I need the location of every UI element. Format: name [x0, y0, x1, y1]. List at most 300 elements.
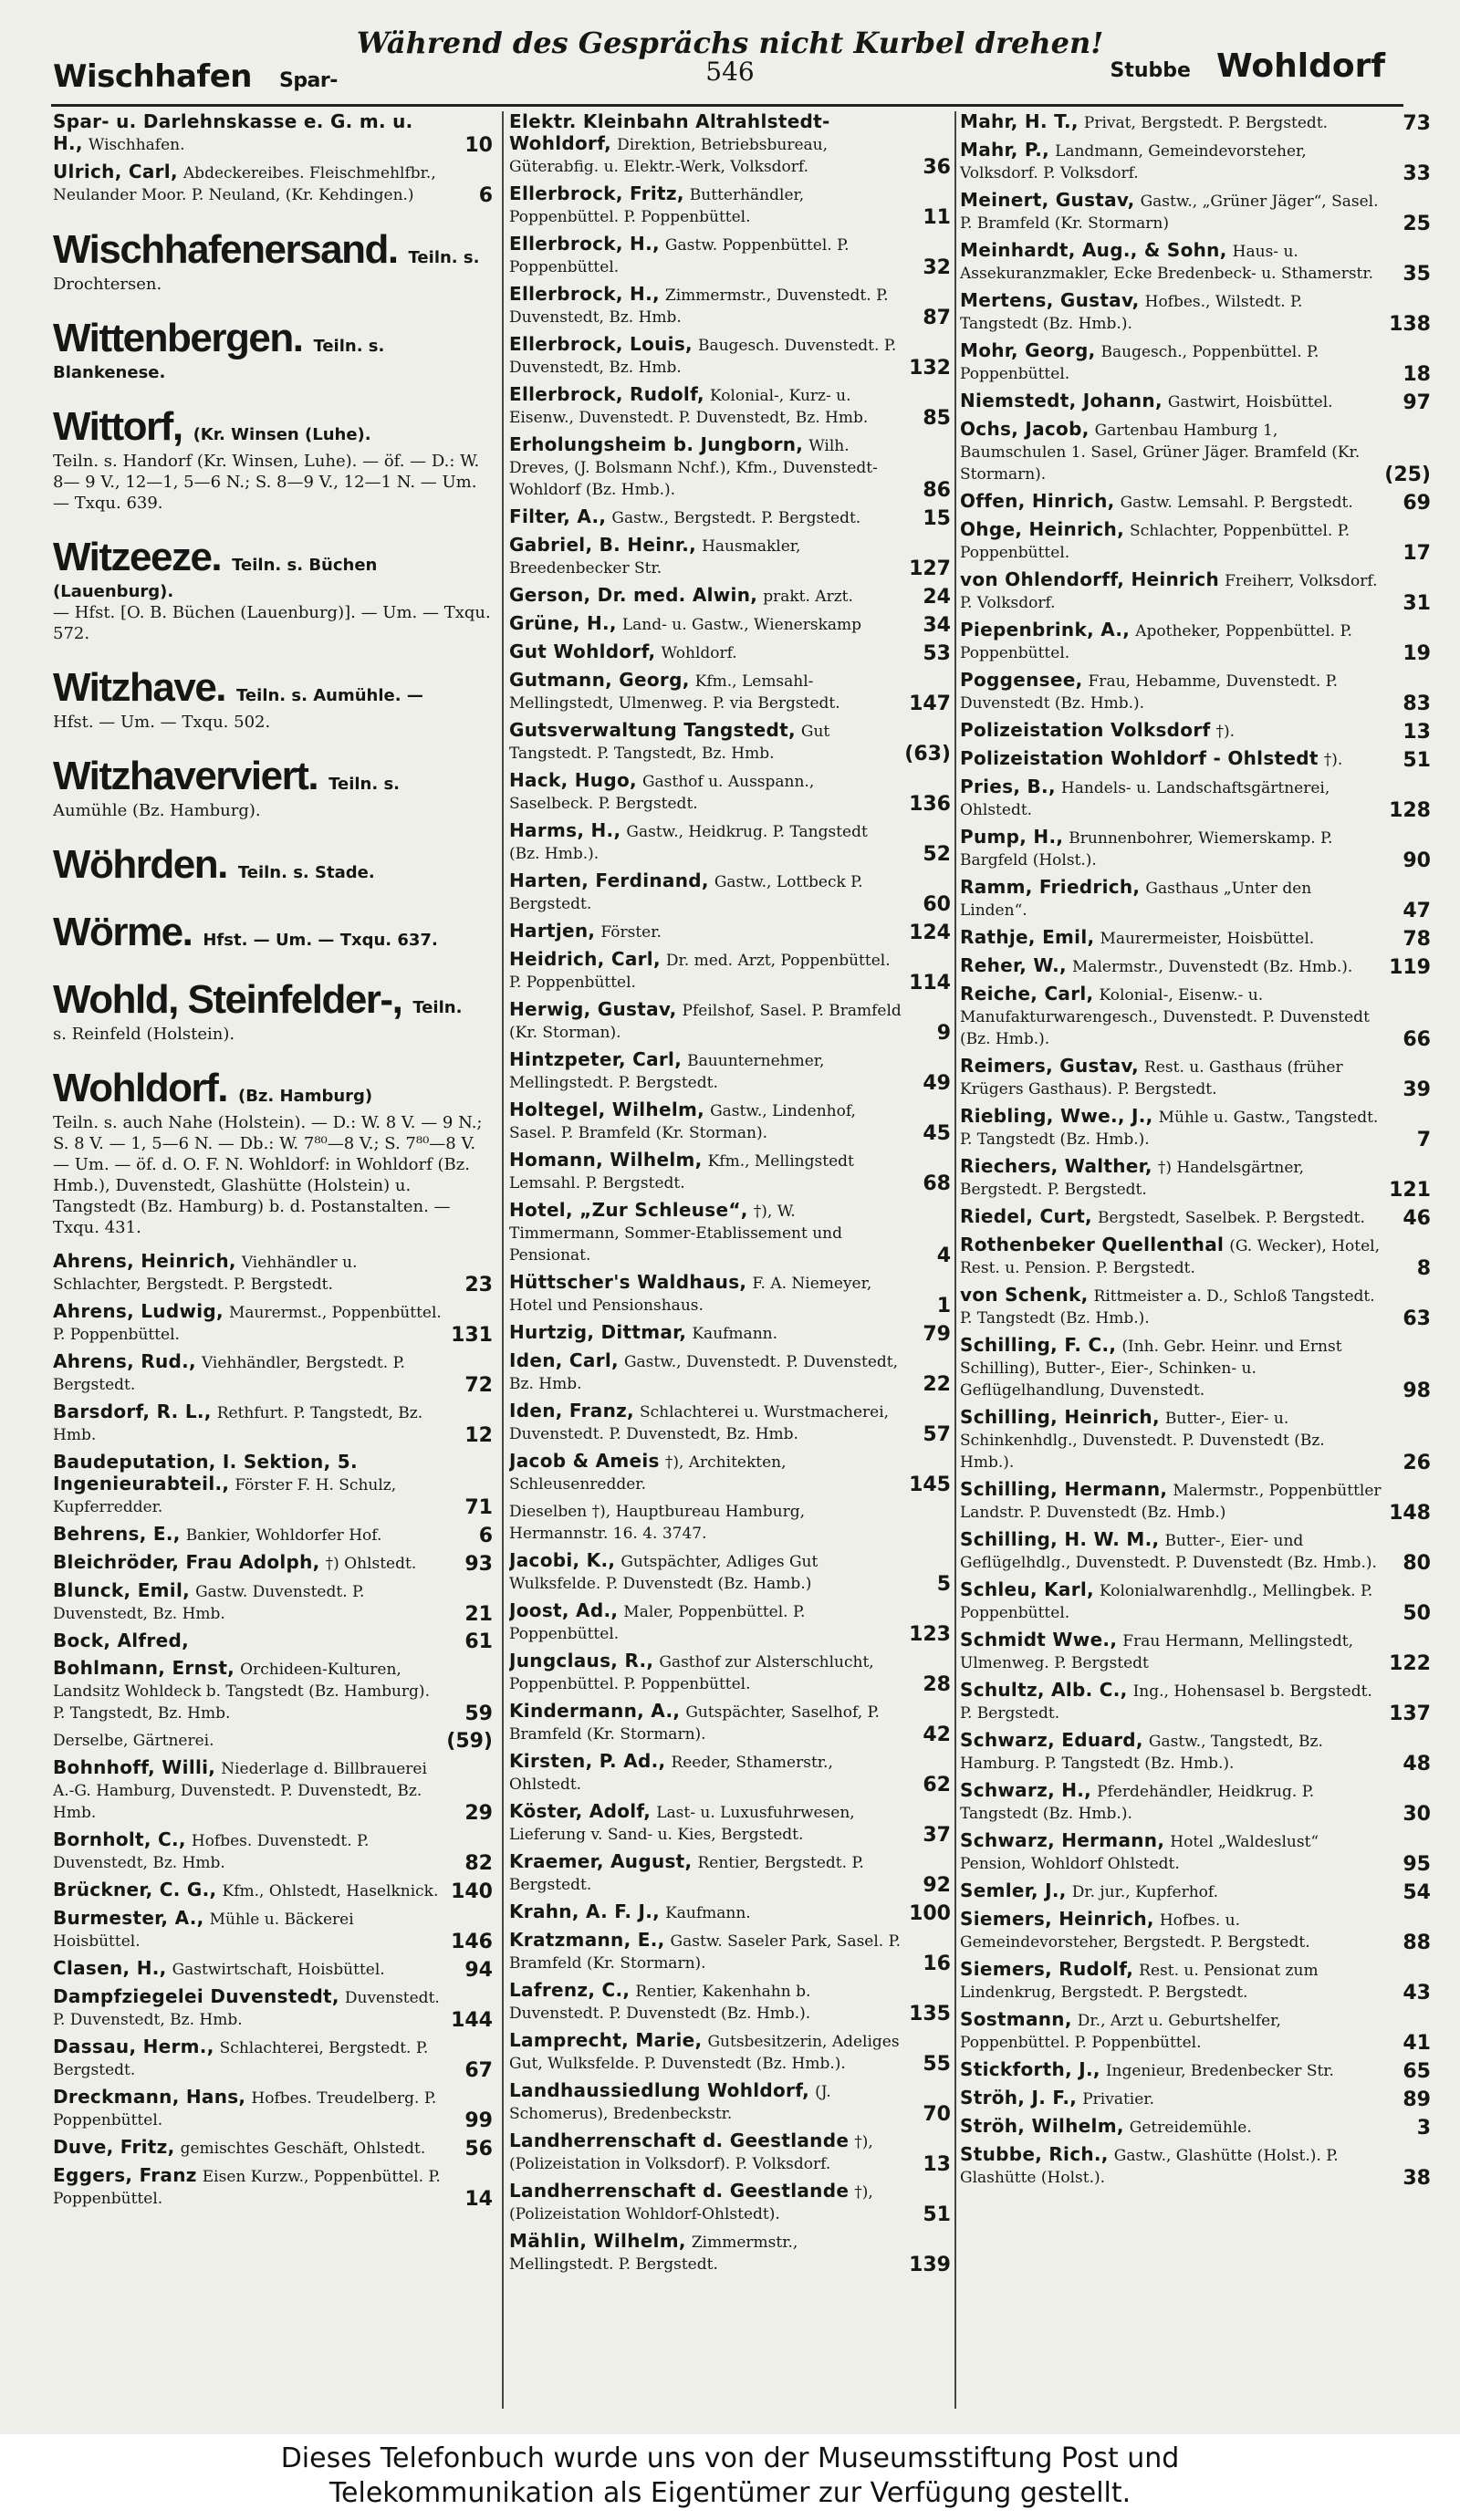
phone-number: 114 — [909, 972, 951, 994]
subscriber-details: Rittmeister a. D., Schloß Tangstedt. P. Tangstedt (Bz. Hmb.). — [960, 1287, 1375, 1328]
phone-number: 94 — [464, 1959, 493, 1982]
listing-entry — [509, 1099, 951, 1144]
listing-entry — [509, 111, 951, 178]
listing-entry — [53, 1730, 493, 1752]
listing-entry — [960, 140, 1431, 184]
subscriber-name: Bock, Alfred, — [53, 1630, 189, 1651]
phone-number: 123 — [909, 1623, 951, 1646]
phone-number: 62 — [923, 1774, 951, 1796]
subscriber-details: Gut Tangstedt. P. Tangstedt, Bz. Hmb. — [509, 723, 830, 763]
listing-entry — [509, 434, 951, 501]
place-heading — [53, 403, 493, 514]
listing-entry — [960, 1335, 1431, 1401]
listing-entry — [960, 877, 1431, 922]
header-warning: Während des Gesprächs nicht Kurbel drehen! — [356, 26, 1104, 60]
subscriber-details: (G. Wecker), Hotel, Rest. u. Pension. P. Bergstedt. — [960, 1237, 1381, 1277]
phone-number: 80 — [1403, 1552, 1431, 1575]
subscriber-name: Kratzmann, E., — [509, 1929, 665, 1951]
subscriber-details: Rethfurt. P. Tangstedt, Bz. Hmb. — [53, 1404, 423, 1444]
subscriber-details: †), W. Timmermann, Sommer-Etablissement und Pensionat. — [509, 1203, 843, 1265]
subscriber-details: Förster F. H. Schulz, Kupferredder. — [53, 1476, 397, 1516]
subscriber-details: Rentier, Bergstedt. P. Bergstedt. — [509, 1854, 864, 1894]
subscriber-name: Bleichröder, Frau Adolph, — [53, 1551, 320, 1573]
listing-entry — [509, 613, 951, 636]
column-3 — [960, 111, 1431, 2411]
subscriber-details: Hofbes. Treudelberg. P. Poppenbüttel. — [53, 2089, 437, 2130]
place-name: Wittorf, — [53, 404, 182, 449]
listing-entry — [509, 1930, 951, 1974]
phone-number: 89 — [1403, 2088, 1431, 2111]
place-note: Aumühle (Bz. Hamburg). — [53, 801, 261, 820]
subscriber-name: Schilling, Hermann, — [960, 1478, 1168, 1500]
subscriber-details: Förster. — [600, 923, 662, 942]
place-name: Witzhave. — [53, 665, 226, 710]
listing-entry — [960, 240, 1431, 285]
phone-number: 69 — [1403, 492, 1431, 515]
subscriber-details: Gastw. Duvenstedt. P. Duvenstedt, Bz. Hmb. — [53, 1583, 365, 1623]
subscriber-details: Gutspächter, Adliges Gut Wulksfelde. P. Duvenstedt (Bz. Hamb.) — [509, 1553, 819, 1593]
phone-number: 24 — [923, 586, 951, 609]
footer-line-1: Dieses Telefonbuch wurde uns von der Museumsstiftung Post und — [280, 2442, 1180, 2474]
subscriber-name: Niemstedt, Johann, — [960, 390, 1163, 411]
subscriber-name: Spar- u. Darlehnskasse e. G. m. u. H., — [53, 111, 413, 154]
subscriber-name: Mahr, H. T., — [960, 111, 1079, 132]
subscriber-name: Grüne, H., — [509, 612, 617, 634]
subscriber-details: Orchideen-Kulturen, Landsitz Wohldeck b. Tangstedt (Bz. Hamburg). P. Tangstedt, Bz. Hmb. — [53, 1661, 430, 1723]
subscriber-name: Riebling, Wwe., J., — [960, 1105, 1153, 1127]
subscriber-name: Gutmann, Georg, — [509, 669, 690, 691]
subscriber-name: Harten, Ferdinand, — [509, 870, 709, 891]
subscriber-name: Ochs, Jacob, — [960, 418, 1090, 440]
phone-number: 57 — [923, 1423, 951, 1446]
subscriber-details: gemischtes Geschäft, Ohlstedt. — [180, 2140, 426, 2158]
phone-number: 52 — [923, 843, 951, 866]
subscriber-name: Sostmann, — [960, 2008, 1072, 2030]
subscriber-details: Niederlage d. Billbrauerei A.-G. Hamburg, Duvenstedt. P. Duvenstedt, Bz. Hmb. — [53, 1760, 427, 1822]
subscriber-details: Schlachter, Poppenbüttel. P. Poppenbüttel. — [960, 522, 1350, 562]
phone-number: 63 — [1403, 1307, 1431, 1330]
subscriber-details: Gastw., Duvenstedt. P. Duvenstedt, Bz. Hmb. — [509, 1353, 899, 1393]
phone-number: 65 — [1403, 2060, 1431, 2083]
header-right-main: Wohldorf — [1215, 47, 1385, 85]
subscriber-details: †). — [1323, 751, 1343, 769]
phone-number: 135 — [909, 2003, 951, 2025]
subscriber-name: von Schenk, — [960, 1284, 1089, 1306]
place-note: — Hfst. [O. B. Büchen (Lauenburg)]. — Um. — Txqu. 572. — [53, 603, 491, 643]
listing-entry — [53, 1658, 493, 1724]
listing-entry — [960, 419, 1431, 485]
subscriber-name: Bornholt, C., — [53, 1828, 186, 1850]
place-note: Drochtersen. — [53, 275, 162, 294]
place-name: Wöhrden. — [53, 842, 227, 887]
place-heading — [53, 226, 493, 295]
place-info: Teiln. s. Aumühle. — — [236, 686, 423, 705]
subscriber-name: Meinert, Gustav, — [960, 189, 1135, 211]
listing-entry — [960, 2144, 1431, 2189]
listing-entry — [960, 984, 1431, 1050]
listing-entry — [960, 390, 1431, 413]
subscriber-name: Blunck, Emil, — [53, 1579, 191, 1601]
subscriber-details: Gastw. Poppenbüttel. P. Poppenbüttel. — [509, 236, 850, 276]
subscriber-details: Gastw., Heidkrug. P. Tangstedt (Bz. Hmb.). — [509, 823, 868, 863]
subscriber-details: Abdeckereibes. Fleischmehlfbr., Neulander Moor. P. Neuland, (Kr. Kehdingen.) — [53, 164, 436, 204]
subscriber-details: Privatier. — [1082, 2090, 1154, 2109]
subscriber-details: Kolonial-, Eisenw.- u. Manufakturwarengesch., Duvenstedt. P. Duvenstedt (Bz. Hmb.). — [960, 986, 1370, 1048]
listing-entry — [53, 1757, 493, 1824]
subscriber-details: Apotheker, Poppenbüttel. P. Poppenbüttel. — [960, 622, 1352, 662]
subscriber-name: Kirsten, P. Ad., — [509, 1750, 666, 1772]
subscriber-details: Mühle u. Bäckerei Hoisbüttel. — [53, 1911, 354, 1951]
phone-number: 15 — [923, 507, 951, 530]
subscriber-name: Ahrens, Rud., — [53, 1350, 196, 1372]
subscriber-name: Ulrich, Carl, — [53, 161, 178, 182]
listing-entry — [960, 340, 1431, 385]
subscriber-name: Harms, H., — [509, 819, 621, 841]
subscriber-name: Mählin, Wilhelm, — [509, 2230, 686, 2252]
subscriber-name: Reimers, Gustav, — [960, 1055, 1139, 1077]
listing-entry — [960, 1730, 1431, 1775]
phone-number: 38 — [1403, 2167, 1431, 2190]
subscriber-details: Privat, Bergstedt. P. Bergstedt. — [1083, 114, 1329, 132]
listing-entry — [509, 670, 951, 714]
listing-entry — [960, 1056, 1431, 1100]
phone-number: 47 — [1403, 900, 1431, 922]
phone-number: 98 — [1403, 1380, 1431, 1402]
place-heading — [53, 534, 493, 644]
subscriber-name: Siemers, Rudolf, — [960, 1958, 1134, 1980]
phone-number: 145 — [909, 1473, 951, 1496]
phone-number: 55 — [923, 2053, 951, 2076]
listing-entry — [509, 1200, 951, 1266]
subscriber-details: Hotel „Waldeslust“ Pension, Wohldorf Ohlstedt. — [960, 1833, 1319, 1873]
place-note: s. Reinfeld (Holstein). — [53, 1025, 235, 1044]
phone-number: 136 — [909, 793, 951, 816]
subscriber-name: Hack, Hugo, — [509, 769, 637, 791]
phone-number: 4 — [936, 1244, 951, 1267]
phone-number: 127 — [909, 557, 951, 580]
listing-entry — [509, 1751, 951, 1796]
phone-number: 92 — [923, 1874, 951, 1897]
listing-entry — [509, 2030, 951, 2075]
phone-number: 35 — [1403, 263, 1431, 286]
phone-number: 36 — [923, 156, 951, 179]
subscriber-name: Landherrenschaft d. Geestlande — [509, 2130, 850, 2151]
place-heading — [53, 841, 493, 889]
subscriber-details: Frau, Hebamme, Duvenstedt. P. Duvenstedt (Bz. Hmb.). — [960, 672, 1339, 713]
phone-number: 93 — [464, 1553, 493, 1576]
listing-entry — [960, 1680, 1431, 1724]
subscriber-details: Dr., Arzt u. Geburtshelfer, Poppenbüttel. P. Poppenbüttel. — [960, 2012, 1281, 2052]
listing-entry — [53, 1829, 493, 1874]
listing-entry — [509, 334, 951, 379]
subscriber-details: Kolonialwarenhdlg., Mellingbek. P. Poppenbüttel. — [960, 1582, 1373, 1622]
subscriber-details: Schlachterei u. Wurstmacherei, Duvenstedt. P. Duvenstedt, Bz. Hmb. — [509, 1403, 890, 1443]
subscriber-details: Hofbes. u. Gemeindevorsteher, Bergstedt. P. Bergstedt. — [960, 1911, 1310, 1952]
phone-number: 8 — [1416, 1257, 1431, 1280]
listing-entry — [960, 2088, 1431, 2110]
subscriber-details: Kaufmann. — [692, 1325, 777, 1343]
phone-number: 13 — [923, 2153, 951, 2176]
page-footer — [0, 2434, 1460, 2520]
subscriber-name: von Ohlendorff, Heinrich — [960, 568, 1220, 590]
subscriber-name: Ellerbrock, Rudolf, — [509, 383, 704, 405]
listing-entry — [53, 1524, 493, 1546]
listing-entry — [960, 927, 1431, 950]
listing-entry — [960, 1407, 1431, 1473]
place-name: Wörme. — [53, 910, 193, 954]
phone-number: 7 — [1416, 1129, 1431, 1151]
listing-entry — [960, 620, 1431, 664]
listing-entry — [509, 820, 951, 865]
listing-entry — [509, 535, 951, 579]
subscriber-details: Kfm., Lemsahl-Mellingstedt, Ulmenweg. P. via Bergstedt. — [509, 672, 840, 713]
subscriber-details: Schlachterei, Bergstedt. P. Bergstedt. — [53, 2039, 429, 2079]
phone-number: 39 — [1403, 1078, 1431, 1101]
phone-number: 32 — [923, 256, 951, 279]
subscriber-name: Schilling, F. C., — [960, 1334, 1117, 1356]
subscriber-name: Polizeistation Volksdorf — [960, 719, 1211, 741]
subscriber-details: Rest. u. Gasthaus (früher Krügers Gasthaus). P. Bergstedt. — [960, 1058, 1343, 1099]
subscriber-details: Butter-, Eier- und Geflügelhdlg., Duvenstedt. P. Duvenstedt (Bz. Hmb.). — [960, 1532, 1377, 1572]
listing-entry — [509, 1322, 951, 1345]
phone-number: 71 — [464, 1496, 493, 1519]
listing-entry — [53, 1880, 493, 1902]
phone-number: 6 — [478, 184, 493, 207]
phone-number: 99 — [464, 2109, 493, 2132]
subscriber-name: Schwarz, H., — [960, 1779, 1092, 1801]
subscriber-name: Clasen, H., — [53, 1957, 167, 1979]
phone-number: (63) — [904, 743, 951, 765]
subscriber-name: Schilling, Heinrich, — [960, 1406, 1160, 1428]
listing-entry — [53, 1908, 493, 1952]
subscriber-details: Kfm., Ohlstedt, Haselknick. — [222, 1882, 439, 1900]
listing-entry — [509, 1980, 951, 2025]
subscriber-details: (J. Schomerus), Bredenbeckstr. — [509, 2083, 831, 2123]
subscriber-name: Jungclaus, R., — [509, 1650, 654, 1671]
phone-number: 82 — [464, 1852, 493, 1875]
listing-entry — [960, 1479, 1431, 1524]
listing-entry — [509, 641, 951, 664]
listing-entry — [53, 1301, 493, 1346]
listing-entry — [509, 183, 951, 228]
phone-number: 128 — [1389, 799, 1431, 822]
phone-number: 18 — [1403, 363, 1431, 386]
phone-number: 30 — [1403, 1803, 1431, 1826]
phone-number: 23 — [464, 1274, 493, 1296]
subscriber-name: Jacob & Ameis — [509, 1450, 660, 1472]
phone-number: 1 — [936, 1295, 951, 1317]
subscriber-name: Schleu, Karl, — [960, 1578, 1094, 1600]
place-note: Hfst. — Um. — Txqu. 502. — [53, 713, 271, 732]
listing-entry — [53, 111, 493, 156]
subscriber-details: Wilh. Dreves, (J. Bolsmann Nchf.), Kfm., Duvenstedt-Wohldorf (Bz. Hmb.). — [509, 437, 878, 499]
phone-number: 3 — [1416, 2117, 1431, 2140]
subscriber-name: Gerson, Dr. med. Alwin, — [509, 584, 758, 606]
phone-number: 85 — [923, 407, 951, 430]
phone-number: 59 — [464, 1703, 493, 1725]
listing-entry — [509, 999, 951, 1044]
listing-entry — [509, 870, 951, 915]
subscriber-details: Maurermst., Poppenbüttel. P. Poppenbüttel. — [53, 1304, 442, 1344]
subscriber-details: Dr. med. Arzt, Poppenbüttel. P. Poppenbüttel. — [509, 952, 891, 992]
header-right-keyword — [1111, 47, 1386, 85]
listing-entry — [960, 1880, 1431, 1903]
subscriber-details: Dr. jur., Kupferhof. — [1071, 1883, 1218, 1901]
phone-number: 9 — [936, 1022, 951, 1045]
place-info: (Bz. Hamburg) — [237, 1087, 373, 1106]
subscriber-name: Schmidt Wwe., — [960, 1629, 1118, 1650]
listing-entry — [509, 770, 951, 815]
subscriber-name: Baudeputation, I. Sektion, 5. Ingenieurabteil., — [53, 1451, 358, 1494]
listing-entry — [53, 1452, 493, 1518]
place-heading — [53, 1065, 493, 1238]
subscriber-name: Herwig, Gustav, — [509, 998, 677, 1020]
subscriber-name: Bohlmann, Ernst, — [53, 1657, 235, 1679]
subscriber-name: Dreckmann, Hans, — [53, 2086, 246, 2108]
subscriber-name: Meinhardt, Aug., & Sohn, — [960, 239, 1227, 261]
phone-number: 70 — [923, 2103, 951, 2126]
subscriber-details: Wischhafen. — [88, 136, 185, 154]
subscriber-details: Rentier, Kakenhahn b. Duvenstedt. P. Duvenstedt (Bz. Hmb.). — [509, 1983, 811, 2023]
listing-entry — [509, 585, 951, 608]
subscriber-name: Burmester, A., — [53, 1907, 204, 1929]
place-info: (Kr. Winsen (Luhe). — [193, 425, 371, 444]
subscriber-name: Rathje, Emil, — [960, 926, 1095, 948]
subscriber-details: †), (Polizeistation Wohldorf-Ohlstedt). — [509, 2183, 873, 2223]
listing-entry — [53, 1552, 493, 1575]
listing-entry — [509, 1350, 951, 1395]
listing-entry — [53, 1351, 493, 1396]
place-heading — [53, 976, 493, 1045]
subscriber-name: Poggensee, — [960, 669, 1083, 691]
phone-number: 54 — [1403, 1881, 1431, 1904]
subscriber-details: Gastw., Tangstedt, Bz. Hamburg. P. Tangstedt (Bz. Hmb.). — [960, 1733, 1323, 1773]
subscriber-name: Hotel, „Zur Schleuse“, — [509, 1199, 748, 1221]
listing-entry — [509, 949, 951, 994]
phone-number: 34 — [923, 614, 951, 637]
phone-number: 121 — [1389, 1179, 1431, 1202]
subscriber-name: Joost, Ad., — [509, 1599, 619, 1621]
listing-entry — [960, 1529, 1431, 1574]
subscriber-name: Rothenbeker Quellenthal — [960, 1234, 1225, 1255]
subscriber-details: Maurermeister, Hoisbüttel. — [1100, 930, 1315, 948]
listing-entry — [53, 2087, 493, 2131]
listing-entry — [960, 720, 1431, 743]
subscriber-name: Barsdorf, R. L., — [53, 1401, 212, 1422]
listing-entry — [53, 1958, 493, 1981]
subscriber-details: Bergstedt, Saselbek. P. Bergstedt. — [1098, 1209, 1365, 1227]
listing-entry — [509, 1451, 951, 1495]
subscriber-details: Wohldorf. — [661, 644, 737, 662]
place-info: Hfst. — Um. — Txqu. 637. — [203, 931, 438, 950]
listing-entry — [960, 190, 1431, 234]
phone-number: 83 — [1403, 692, 1431, 715]
listing-entry — [509, 1901, 951, 1924]
subscriber-name: Schultz, Alb. C., — [960, 1679, 1128, 1701]
listing-entry — [509, 1701, 951, 1745]
phone-number: 67 — [464, 2059, 493, 2082]
subscriber-details: Derselbe, Gärtnerei. — [53, 1732, 214, 1750]
listing-entry — [960, 1959, 1431, 2004]
subscriber-name: Iden, Carl, — [509, 1349, 619, 1371]
subscriber-details: Handels- u. Landschaftsgärtnerei, Ohlstedt. — [960, 779, 1330, 819]
header-left-small: Spar- — [278, 69, 338, 92]
phone-number: 45 — [923, 1122, 951, 1145]
subscriber-name: Gabriel, B. Heinr., — [509, 534, 697, 556]
phone-number: 14 — [464, 2188, 493, 2211]
listing-entry — [509, 384, 951, 429]
listing-entry — [960, 1579, 1431, 1624]
subscriber-name: Brückner, C. G., — [53, 1879, 217, 1900]
subscriber-name: Mertens, Gustav, — [960, 289, 1140, 311]
listing-entry — [53, 2137, 493, 2160]
subscriber-name: Filter, A., — [509, 505, 607, 527]
subscriber-name: Ellerbrock, Fritz, — [509, 182, 684, 204]
subscriber-name: Jacobi, K., — [509, 1549, 616, 1571]
place-info: Teiln. s. Büchen (Lauenburg). — [53, 556, 378, 601]
listing-entry — [960, 1106, 1431, 1151]
listing-entry — [53, 1580, 493, 1625]
phone-number: 28 — [923, 1673, 951, 1696]
subscriber-details: Hofbes., Wilstedt. P. Tangstedt (Bz. Hmb.). — [960, 293, 1303, 333]
phone-number: 144 — [451, 2009, 493, 2032]
listing-entry — [960, 827, 1431, 871]
subscriber-details: (Inh. Gebr. Heinr. und Ernst Schilling), Butter-, Eier-, Schinken- u. Geflügelhandlung, Duvenstedt. — [960, 1338, 1342, 1400]
subscriber-name: Lamprecht, Marie, — [509, 2029, 703, 2051]
subscriber-details: Pferdehändler, Heidkrug. P. Tangstedt (Bz. Hmb.). — [960, 1783, 1315, 1823]
listing-entry — [509, 2181, 951, 2225]
subscriber-details: Kolonial-, Kurz- u. Eisenw., Duvenstedt. P. Duvenstedt, Bz. Hmb. — [509, 387, 869, 427]
phone-number: 88 — [1403, 1932, 1431, 1954]
place-info: Teiln. — [412, 998, 463, 1017]
subscriber-details: Ingenieur, Bredenbecker Str. — [1105, 2062, 1334, 2080]
subscriber-details: Bauunternehmer, Mellingstedt. P. Bergstedt. — [509, 1052, 825, 1092]
subscriber-name: Iden, Franz, — [509, 1400, 634, 1421]
place-note: Teiln. s. auch Nahe (Holstein). — D.: W. 8 V. — 9 N.; S. 8 V. — 1, 5—6 N. — Db.: W. 7⁸⁰—8 V.; S. 7⁸⁰—8 V. — Um. — öf. d. O. F. N. Wohldorf: in Wohldorf (Bz. Hmb.), Duvenstedt, Glashütte (Holstein) u. Tangstedt (Bz. Hamburg) b. d. Postanstalten. — Txqu. 431. — [53, 1113, 483, 1237]
subscriber-name: Ströh, Wilhelm, — [960, 2115, 1124, 2137]
subscriber-name: Hurtzig, Dittmar, — [509, 1321, 687, 1343]
subscriber-name: Hintzpeter, Carl, — [509, 1048, 683, 1070]
place-heading — [53, 315, 493, 383]
listing-entry — [960, 519, 1431, 564]
subscriber-details: Maler, Poppenbüttel. P. Poppenbüttel. — [509, 1603, 806, 1643]
listing-entry — [53, 1251, 493, 1296]
subscriber-name: Hüttscher's Waldhaus, — [509, 1271, 747, 1293]
subscriber-name: Dampfziegelei Duvenstedt, — [53, 1985, 339, 2007]
phone-number: 21 — [464, 1603, 493, 1626]
listing-entry — [960, 2059, 1431, 2082]
subscriber-details: Gutsbesitzerin, Adeliges Gut, Wulksfelde. P. Duvenstedt (Bz. Hmb.). — [509, 2033, 900, 2073]
subscriber-name: Mohr, Georg, — [960, 339, 1096, 361]
header-left-main: Wischhafen — [53, 58, 252, 95]
place-name: Wittenbergen. — [53, 316, 303, 360]
listing-entry — [960, 1909, 1431, 1953]
phone-number: 51 — [1403, 749, 1431, 772]
place-name: Wischhafenersand. — [53, 227, 398, 272]
place-name: Wohld, Steinfelder-, — [53, 977, 402, 1022]
subscriber-name: Krahn, A. F. J., — [509, 1900, 661, 1922]
page-number: 546 — [705, 57, 755, 87]
subscriber-details: Last- u. Luxusfuhrwesen, Lieferung v. Sand- u. Kies, Bergstedt. — [509, 1804, 855, 1844]
listing-entry — [960, 670, 1431, 714]
subscriber-name: Landherrenschaft d. Geestlande — [509, 2180, 850, 2202]
place-heading — [53, 753, 493, 821]
place-info: Teiln. s. Stade. — [237, 863, 375, 882]
phone-number: 16 — [923, 1952, 951, 1975]
subscriber-name: Heidrich, Carl, — [509, 948, 661, 970]
subscriber-details: Bankier, Wohldorfer Hof. — [185, 1526, 382, 1545]
subscriber-name: Semler, J., — [960, 1880, 1067, 1901]
